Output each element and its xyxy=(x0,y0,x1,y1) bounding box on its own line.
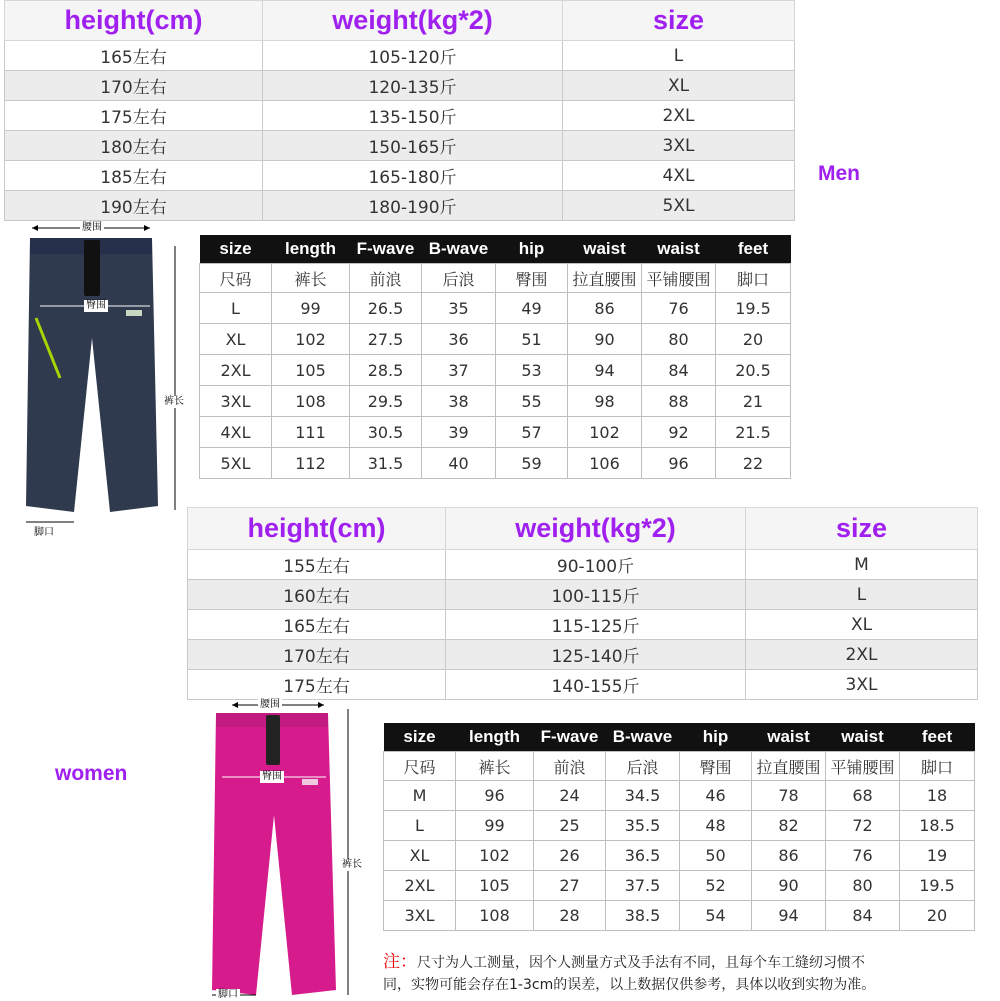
women-size-chart-header xyxy=(188,508,978,550)
table-cell: 裤长 xyxy=(456,752,534,781)
table-cell: 31.5 xyxy=(350,448,422,479)
table-cell: 尺码 xyxy=(200,264,272,293)
table-cell: 48 xyxy=(680,811,752,841)
table-cell: 165左右 xyxy=(5,41,263,71)
table-row xyxy=(200,417,791,448)
table-cell: 19.5 xyxy=(900,871,975,901)
table-row xyxy=(384,811,975,841)
table-cell: 135-150斤 xyxy=(263,101,563,131)
men-dimension-header xyxy=(200,235,791,264)
table-cell: 125-140斤 xyxy=(446,640,746,670)
men-size-chart xyxy=(4,0,795,221)
table-cell: 102 xyxy=(272,324,350,355)
table-cell: 180-190斤 xyxy=(263,191,563,221)
men-waist-tag: 腰围 xyxy=(82,222,102,233)
column-header: hip xyxy=(680,723,752,752)
table-cell: 76 xyxy=(826,841,900,871)
table-cell: 180左右 xyxy=(5,131,263,161)
table-cell: 拉直腰围 xyxy=(568,264,642,293)
table-cell: 165左右 xyxy=(188,610,446,640)
table-cell: 21 xyxy=(716,386,791,417)
column-header: size xyxy=(200,235,272,264)
column-header: feet xyxy=(900,723,975,752)
table-row xyxy=(200,324,791,355)
table-cell: 150-165斤 xyxy=(263,131,563,161)
table-cell: 68 xyxy=(826,781,900,811)
table-cell: 80 xyxy=(642,324,716,355)
table-cell: 90-100斤 xyxy=(446,550,746,580)
table-cell: 94 xyxy=(752,901,826,931)
header-weight: weight(kg*2) xyxy=(446,508,746,550)
table-cell: 185左右 xyxy=(5,161,263,191)
table-cell: 5XL xyxy=(563,191,795,221)
table-cell: 37 xyxy=(422,355,496,386)
table-cell: 115-125斤 xyxy=(446,610,746,640)
table-cell: 80 xyxy=(826,871,900,901)
column-header: F-wave xyxy=(534,723,606,752)
note-text-1: 尺寸为人工测量，因个人测量方式及手法有不同，且每个车工缝纫习惯不 xyxy=(417,955,865,971)
column-header: length xyxy=(456,723,534,752)
table-cell: L xyxy=(200,293,272,324)
women-pants-image xyxy=(200,695,375,1000)
table-cell: 2XL xyxy=(200,355,272,386)
table-cell: 112 xyxy=(272,448,350,479)
women-size-chart xyxy=(187,507,978,700)
table-cell: 90 xyxy=(568,324,642,355)
table-cell: 52 xyxy=(680,871,752,901)
table-cell: 78 xyxy=(752,781,826,811)
table-cell: 19 xyxy=(900,841,975,871)
table-row xyxy=(384,752,975,781)
table-row xyxy=(5,101,795,131)
column-header: hip xyxy=(496,235,568,264)
table-cell: 160左右 xyxy=(188,580,446,610)
table-cell: 86 xyxy=(752,841,826,871)
table-cell: 94 xyxy=(568,355,642,386)
men-length-tag: 裤长 xyxy=(164,396,184,407)
men-label: Men xyxy=(818,162,860,185)
table-cell: 20 xyxy=(900,901,975,931)
header-height: height(cm) xyxy=(188,508,446,550)
header-height: height(cm) xyxy=(5,1,263,41)
table-cell: 76 xyxy=(642,293,716,324)
table-cell: 54 xyxy=(680,901,752,931)
table-cell: 99 xyxy=(456,811,534,841)
table-row xyxy=(200,355,791,386)
table-cell: XL xyxy=(746,610,978,640)
note-line-1 xyxy=(383,951,993,974)
table-cell: 84 xyxy=(826,901,900,931)
table-cell: XL xyxy=(200,324,272,355)
table-cell: 38 xyxy=(422,386,496,417)
table-cell: 49 xyxy=(496,293,568,324)
header-size: size xyxy=(563,1,795,41)
table-cell: 39 xyxy=(422,417,496,448)
table-cell: 108 xyxy=(456,901,534,931)
women-length-tag: 裤长 xyxy=(342,859,362,870)
table-cell: 19.5 xyxy=(716,293,791,324)
table-cell: 96 xyxy=(642,448,716,479)
column-header: length xyxy=(272,235,350,264)
table-row xyxy=(5,131,795,161)
table-cell: 108 xyxy=(272,386,350,417)
table-cell: 前浪 xyxy=(534,752,606,781)
table-cell: 35.5 xyxy=(606,811,680,841)
table-cell: M xyxy=(746,550,978,580)
table-cell: 35 xyxy=(422,293,496,324)
table-row xyxy=(384,781,975,811)
table-cell: 170左右 xyxy=(5,71,263,101)
table-cell: 175左右 xyxy=(5,101,263,131)
table-cell: 106 xyxy=(568,448,642,479)
table-cell: 后浪 xyxy=(422,264,496,293)
women-dimension-table xyxy=(383,723,975,931)
table-cell: L xyxy=(746,580,978,610)
table-row xyxy=(5,41,795,71)
table-row xyxy=(188,640,978,670)
table-cell: 脚口 xyxy=(900,752,975,781)
table-cell: 28.5 xyxy=(350,355,422,386)
table-cell: 臀围 xyxy=(680,752,752,781)
table-cell: 99 xyxy=(272,293,350,324)
table-row xyxy=(200,448,791,479)
table-row xyxy=(188,580,978,610)
table-cell: 18 xyxy=(900,781,975,811)
column-header: B-wave xyxy=(606,723,680,752)
table-cell: 100-115斤 xyxy=(446,580,746,610)
table-cell: 20.5 xyxy=(716,355,791,386)
table-cell: 165-180斤 xyxy=(263,161,563,191)
column-header: waist xyxy=(568,235,642,264)
table-cell: 22 xyxy=(716,448,791,479)
women-feet-tag: 脚口 xyxy=(218,989,238,1000)
note-label: 注： xyxy=(383,952,417,972)
table-cell: 86 xyxy=(568,293,642,324)
men-size-chart-header xyxy=(5,1,795,41)
column-header: feet xyxy=(716,235,791,264)
table-cell: 24 xyxy=(534,781,606,811)
table-row xyxy=(200,293,791,324)
table-cell: 46 xyxy=(680,781,752,811)
women-hip-tag: 臀围 xyxy=(262,771,282,782)
table-cell: 140-155斤 xyxy=(446,670,746,700)
table-cell: 102 xyxy=(568,417,642,448)
table-cell: 3XL xyxy=(384,901,456,931)
column-header: F-wave xyxy=(350,235,422,264)
table-cell: 3XL xyxy=(746,670,978,700)
table-cell: 30.5 xyxy=(350,417,422,448)
table-cell: 102 xyxy=(456,841,534,871)
table-cell: 2XL xyxy=(563,101,795,131)
column-header: waist xyxy=(642,235,716,264)
table-row xyxy=(188,610,978,640)
header-size: size xyxy=(746,508,978,550)
women-waist-tag: 腰围 xyxy=(260,699,280,710)
table-row xyxy=(200,386,791,417)
table-cell: 27.5 xyxy=(350,324,422,355)
table-cell: L xyxy=(384,811,456,841)
table-cell: 38.5 xyxy=(606,901,680,931)
column-header: waist xyxy=(752,723,826,752)
table-cell: 5XL xyxy=(200,448,272,479)
table-cell: 26 xyxy=(534,841,606,871)
table-cell: XL xyxy=(384,841,456,871)
table-cell: L xyxy=(563,41,795,71)
table-cell: 18.5 xyxy=(900,811,975,841)
table-cell: 臀围 xyxy=(496,264,568,293)
table-cell: 28 xyxy=(534,901,606,931)
table-cell: 190左右 xyxy=(5,191,263,221)
table-cell: M xyxy=(384,781,456,811)
table-cell: 57 xyxy=(496,417,568,448)
table-row xyxy=(200,264,791,293)
table-cell: 72 xyxy=(826,811,900,841)
men-dimension-table xyxy=(199,235,791,479)
women-dimension-header xyxy=(384,723,975,752)
men-hip-tag: 臀围 xyxy=(86,300,106,311)
table-cell: 29.5 xyxy=(350,386,422,417)
table-cell: 84 xyxy=(642,355,716,386)
table-cell: 拉直腰围 xyxy=(752,752,826,781)
table-cell: 92 xyxy=(642,417,716,448)
table-row xyxy=(188,550,978,580)
table-cell: 25 xyxy=(534,811,606,841)
table-row xyxy=(384,871,975,901)
table-cell: 2XL xyxy=(384,871,456,901)
table-cell: 170左右 xyxy=(188,640,446,670)
table-row xyxy=(384,901,975,931)
women-label: women xyxy=(55,762,128,785)
table-cell: 27 xyxy=(534,871,606,901)
table-cell: 40 xyxy=(422,448,496,479)
table-cell: 34.5 xyxy=(606,781,680,811)
table-cell: 4XL xyxy=(200,417,272,448)
measurement-note xyxy=(383,951,993,996)
table-row xyxy=(5,71,795,101)
table-cell: 105-120斤 xyxy=(263,41,563,71)
header-weight: weight(kg*2) xyxy=(263,1,563,41)
table-cell: 尺码 xyxy=(384,752,456,781)
table-cell: 36.5 xyxy=(606,841,680,871)
table-cell: 88 xyxy=(642,386,716,417)
table-cell: 90 xyxy=(752,871,826,901)
table-cell: 21.5 xyxy=(716,417,791,448)
table-cell: 4XL xyxy=(563,161,795,191)
table-cell: 59 xyxy=(496,448,568,479)
table-cell: 175左右 xyxy=(188,670,446,700)
table-row xyxy=(5,191,795,221)
table-cell: 2XL xyxy=(746,640,978,670)
table-cell: 26.5 xyxy=(350,293,422,324)
table-cell: 105 xyxy=(272,355,350,386)
table-cell: 155左右 xyxy=(188,550,446,580)
men-pants-image xyxy=(0,218,190,540)
table-cell: 111 xyxy=(272,417,350,448)
table-cell: 平铺腰围 xyxy=(642,264,716,293)
table-cell: 98 xyxy=(568,386,642,417)
table-cell: 36 xyxy=(422,324,496,355)
table-cell: 50 xyxy=(680,841,752,871)
table-row xyxy=(5,161,795,191)
table-cell: 裤长 xyxy=(272,264,350,293)
table-cell: 55 xyxy=(496,386,568,417)
table-cell: 105 xyxy=(456,871,534,901)
table-cell: 平铺腰围 xyxy=(826,752,900,781)
table-cell: XL xyxy=(563,71,795,101)
column-header: B-wave xyxy=(422,235,496,264)
table-cell: 20 xyxy=(716,324,791,355)
table-cell: 3XL xyxy=(563,131,795,161)
table-cell: 82 xyxy=(752,811,826,841)
column-header: waist xyxy=(826,723,900,752)
table-cell: 96 xyxy=(456,781,534,811)
men-feet-tag: 脚口 xyxy=(34,527,54,538)
table-cell: 51 xyxy=(496,324,568,355)
table-cell: 3XL xyxy=(200,386,272,417)
table-cell: 37.5 xyxy=(606,871,680,901)
table-cell: 120-135斤 xyxy=(263,71,563,101)
column-header: size xyxy=(384,723,456,752)
note-line-2: 同，实物可能会存在1-3cm的误差，以上数据仅供参考，具体以收到实物为准。 xyxy=(383,977,876,993)
table-cell: 脚口 xyxy=(716,264,791,293)
table-row xyxy=(384,841,975,871)
table-cell: 53 xyxy=(496,355,568,386)
table-cell: 后浪 xyxy=(606,752,680,781)
table-cell: 前浪 xyxy=(350,264,422,293)
